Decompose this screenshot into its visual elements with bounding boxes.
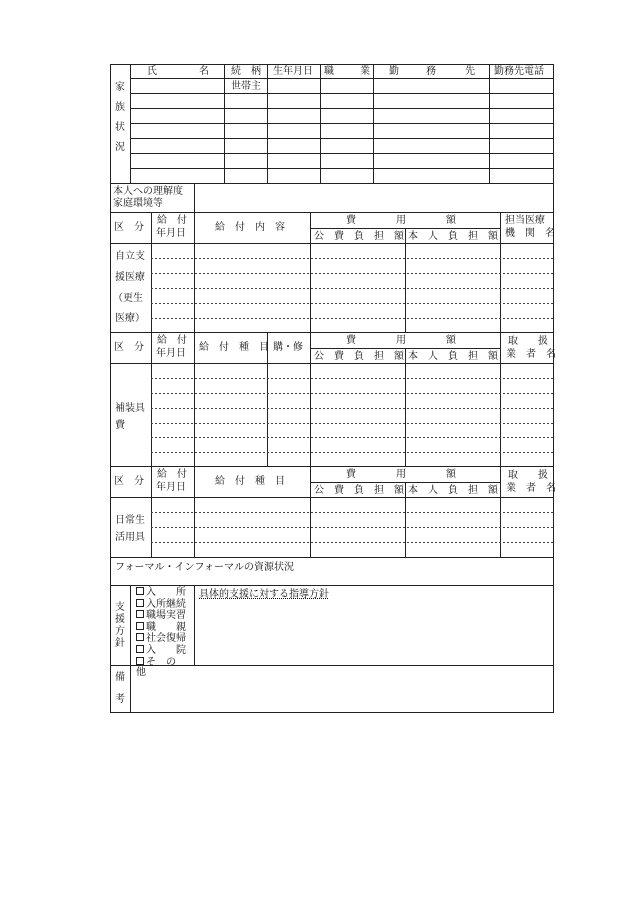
prosthetic-handler-2: 業 者 名 — [506, 349, 556, 360]
daily-item: 給 付 種 目 — [215, 476, 285, 487]
daily-kubun: 区 分 — [114, 476, 144, 487]
medical-agency-1: 担当医療 — [505, 215, 545, 226]
prosthetic-self: 本 人 負 担 額 — [408, 351, 498, 362]
header-name-b: 名 — [199, 66, 209, 77]
prosthetic-kubun: 区 分 — [114, 342, 144, 353]
remarks-side-label — [114, 672, 126, 706]
prosthetic-handler-1: 取 扱 — [508, 336, 548, 347]
medical-public: 公 費 負 担 額 — [314, 231, 404, 242]
header-work-b: 務 — [426, 66, 436, 77]
prosthetic-item: 給 付 種 目 — [199, 342, 269, 353]
prosthetic-date-1: 給 付 — [157, 335, 187, 346]
medical-self: 本 人 負 担 額 — [408, 231, 498, 242]
checkbox-icon[interactable] — [136, 657, 144, 665]
family-side-char: 況 — [115, 142, 125, 153]
header-job-b: 業 — [360, 66, 370, 77]
header-job-a: 職 — [324, 66, 334, 77]
header-name-a: 氏 — [147, 66, 157, 77]
family-side-label — [114, 82, 126, 162]
policy-option-label: 職場実習 — [146, 610, 186, 622]
prosthetic-public: 公 費 負 担 額 — [314, 351, 404, 362]
policy-option-label: 社会復帰 — [146, 633, 186, 645]
daily-side-1: 日常生 — [115, 515, 145, 526]
policy-option[interactable] — [136, 587, 192, 599]
checkbox-icon[interactable] — [136, 645, 144, 653]
medical-side-3: （更生 — [113, 293, 143, 304]
policy-side-char: 針 — [115, 638, 125, 649]
guidance-label: 具体的支援に対する指導方針 — [199, 589, 329, 600]
prosthetic-buy: 購・修 — [273, 342, 303, 353]
policy-side-char: 方 — [115, 626, 125, 637]
daily-date-2: 年月日 — [156, 482, 186, 493]
policy-option[interactable] — [136, 610, 192, 622]
family-side-char: 状 — [115, 122, 125, 133]
checkbox-icon[interactable] — [136, 610, 144, 618]
resources-label: フォーマル・インフォーマルの資源状況 — [115, 562, 294, 573]
policy-option[interactable] — [136, 657, 192, 679]
header-work-phone: 勤務先電話 — [494, 66, 544, 77]
medical-date-1: 給 付 — [157, 215, 187, 226]
checkbox-icon[interactable] — [136, 587, 144, 595]
medical-side-4: 医療） — [115, 313, 145, 324]
medical-content: 給 付 内 容 — [215, 222, 285, 233]
prosthetic-side-2: 費 — [115, 420, 125, 431]
policy-side-label — [114, 602, 126, 650]
prosthetic-side-1: 補装具 — [115, 403, 145, 414]
understanding-label-2: 家庭環境等 — [113, 198, 163, 209]
header-relation: 続 柄 — [231, 66, 261, 77]
daily-side-2: 活用具 — [115, 532, 145, 543]
daily-cost: 費 用 額 — [346, 469, 456, 480]
policy-side-char: 支 — [115, 602, 125, 613]
remarks-side-char: 考 — [115, 694, 125, 705]
prosthetic-date-2: 年月日 — [156, 348, 186, 359]
policy-option[interactable] — [136, 599, 192, 611]
medical-kubun: 区 分 — [114, 222, 144, 233]
checkbox-icon[interactable] — [136, 633, 144, 641]
policy-option-label: そ の 他 — [136, 656, 186, 679]
family-side-char: 家 — [115, 82, 125, 93]
medical-agency-2: 機 関 名 — [505, 228, 555, 239]
prosthetic-cost: 費 用 額 — [346, 335, 456, 346]
remarks-side-char: 備 — [115, 672, 125, 683]
policy-option-label: 職 親 — [146, 621, 186, 633]
daily-date-1: 給 付 — [157, 469, 187, 480]
header-work-a: 勤 — [389, 66, 399, 77]
checkbox-icon[interactable] — [136, 622, 144, 630]
policy-options — [136, 587, 192, 679]
policy-option-label: 入 院 — [146, 644, 186, 656]
policy-option-label: 入所継続 — [146, 598, 186, 610]
policy-option-label: 入 所 — [146, 587, 186, 598]
policy-option[interactable] — [136, 633, 192, 645]
policy-side-char: 援 — [115, 614, 125, 625]
header-work-c: 先 — [465, 66, 475, 77]
policy-option[interactable] — [136, 622, 192, 634]
medical-side-1: 自立支 — [115, 251, 145, 262]
policy-option[interactable] — [136, 645, 192, 657]
family-side-char: 族 — [115, 102, 125, 113]
daily-handler-2: 業 者 名 — [506, 483, 556, 494]
daily-self: 本 人 負 担 額 — [408, 485, 498, 496]
checkbox-icon[interactable] — [136, 599, 144, 607]
daily-handler-1: 取 扱 — [508, 470, 548, 481]
medical-cost: 費 用 額 — [346, 215, 456, 226]
understanding-label-1: 本人への理解度 — [113, 186, 183, 197]
header-birthdate: 生年月日 — [273, 66, 313, 77]
medical-side-2: 援医療 — [115, 272, 145, 283]
medical-date-2: 年月日 — [156, 228, 186, 239]
daily-public: 公 費 負 担 額 — [314, 485, 404, 496]
first-row-relation: 世帯主 — [231, 81, 261, 92]
